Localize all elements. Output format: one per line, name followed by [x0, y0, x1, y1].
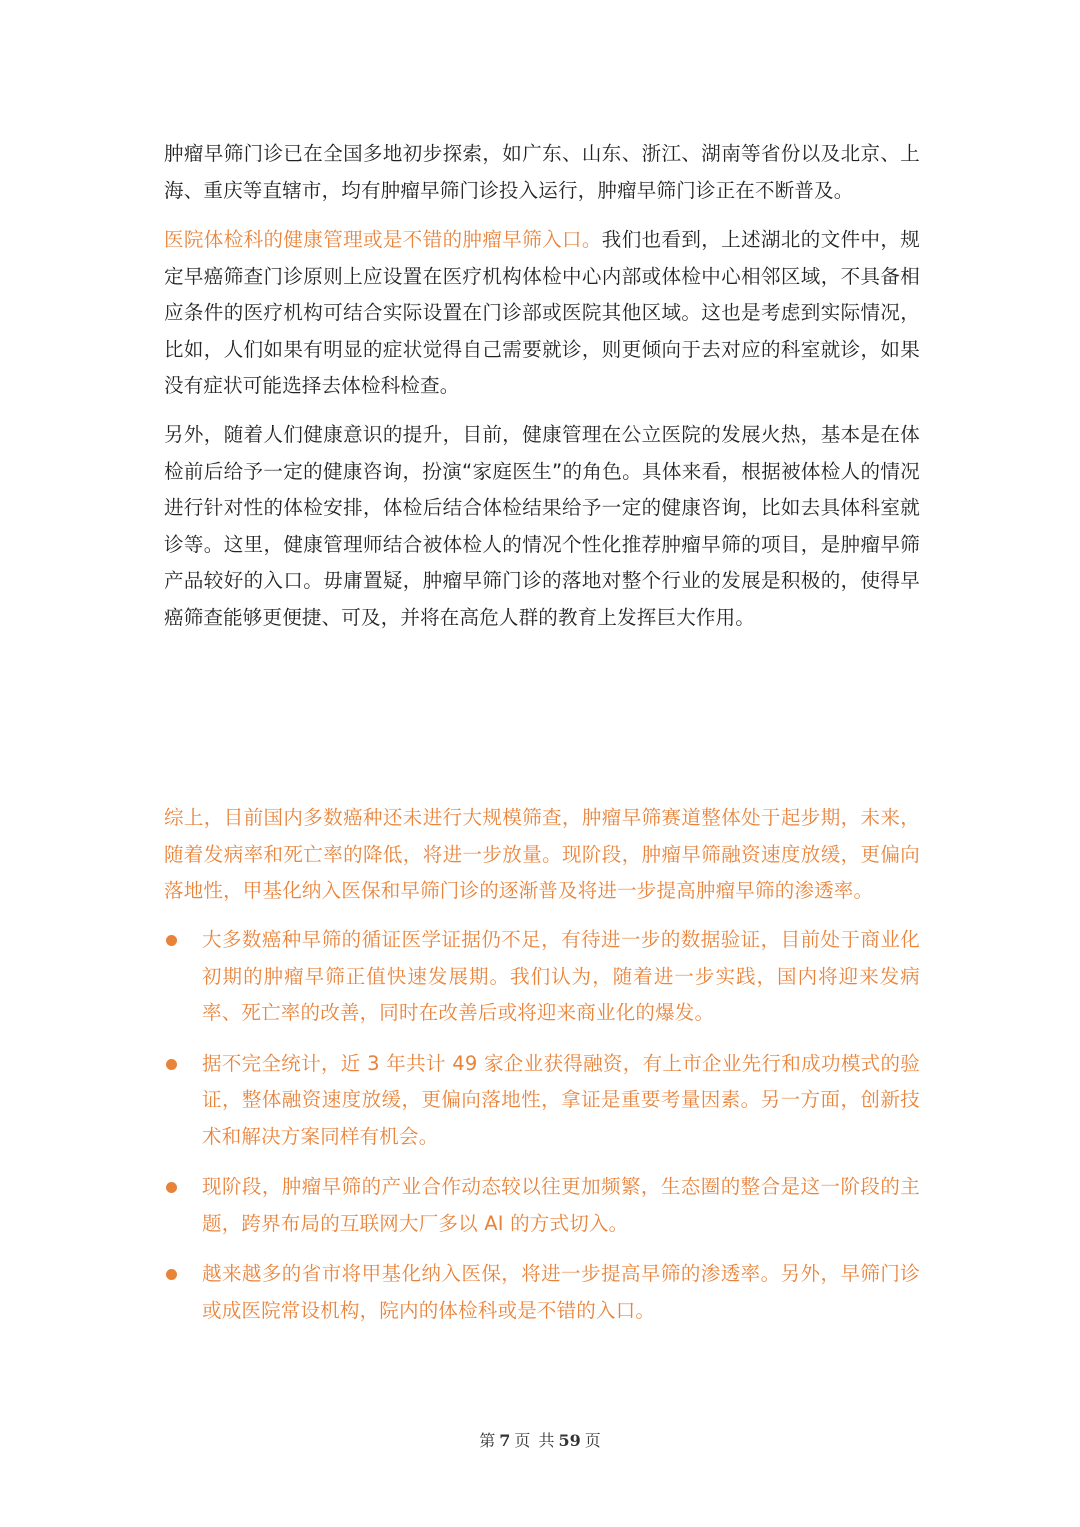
footer-prefix: 第 [479, 1431, 496, 1450]
bullet-dot-icon [166, 1059, 177, 1070]
bullet-dot-icon [166, 935, 177, 946]
bullet-text: 现阶段，肿瘤早筛的产业合作动态较以往更加频繁，生态圈的整合是这一阶段的主题，跨界布局的互联网大厂多以 AI 的方式切入。 [202, 1175, 920, 1235]
bullet-text: 大多数癌种早筛的循证医学证据仍不足，有待进一步的数据验证，目前处于商业化初期的肿瘤早筛正值快速发展期。我们认为，随着进一步实践，国内将迎来发病率、死亡率的改善，同时在改善后或将迎来商业化的爆发。 [202, 928, 920, 1024]
summary-bullet-list [164, 922, 920, 1343]
summary-intro: 综上，目前国内多数癌种还未进行大规模筛查，肿瘤早筛赛道整体处于起步期，未来，随着发病率和死亡率的降低，将进一步放量。现阶段，肿瘤早筛融资速度放缓，更偏向落地性，甲基化纳入医保和早筛门诊的逐渐普及将进一步提高肿瘤早筛的渗透率。 [164, 806, 920, 902]
bullet-text: 越来越多的省市将甲基化纳入医保，将进一步提高早筛的渗透率。另外，早筛门诊或成医院常设机构，院内的体检科或是不错的入口。 [202, 1262, 920, 1322]
footer-total-word: 共 [538, 1431, 555, 1450]
list-item [164, 1046, 920, 1156]
footer-page-word: 页 [514, 1431, 531, 1450]
paragraph-health-management [164, 222, 920, 405]
paragraph-clinic-exploration: 肿瘤早筛门诊已在全国多地初步探索，如广东、山东、浙江、湖南等省份以及北京、上海、重庆等直辖市，均有肿瘤早筛门诊投入运行，肿瘤早筛门诊正在不断普及。 [164, 142, 920, 202]
current-page-number: 7 [499, 1431, 511, 1450]
list-item [164, 1256, 920, 1329]
bullet-dot-icon [166, 1269, 177, 1280]
total-page-number: 59 [558, 1431, 581, 1450]
list-item [164, 1169, 920, 1242]
footer-suffix: 页 [584, 1431, 601, 1450]
bullet-dot-icon [166, 1182, 177, 1193]
page-footer [0, 1428, 1080, 1451]
paragraph-family-doctor: 另外，随着人们健康意识的提升，目前，健康管理在公立医院的发展火热，基本是在体检前后给予一定的健康咨询，扮演“家庭医生”的角色。具体来看，根据被体检人的情况进行针对性的体检安排，体检后结合体检结果给予一定的健康咨询，比如去具体科室就诊等。这里，健康管理师结合被体检人的情况个性化推荐肿瘤早筛的项目，是肿瘤早筛产品较好的入口。毋庸置疑，肿瘤早筛门诊的落地对整个行业的发展是积极的，使得早癌筛查能够更便捷、可及，并将在高危人群的教育上发挥巨大作用。 [164, 423, 920, 629]
highlight-sentence: 医院体检科的健康管理或是不错的肿瘤早筛入口。 [164, 228, 602, 251]
bullet-text: 据不完全统计，近 3 年共计 49 家企业获得融资，有上市企业先行和成功模式的验证，整体融资速度放缓，更偏向落地性，拿证是重要考量因素。另一方面，创新技术和解决方案同样有机会。 [202, 1051, 920, 1148]
list-item [164, 922, 920, 1032]
paragraph-text: 我们也看到，上述湖北的文件中，规定早癌筛查门诊原则上应设置在医疗机构体检中心内部或体检中心相邻区域，不具备相应条件的医疗机构可结合实际设置在门诊部或医院其他区域。这也是考虑到实际情况，比如，人们如果有明显的症状觉得自己需要就诊，则更倾向于去对应的科室就诊，如果没有症状可能选择去体检科检查。 [164, 228, 920, 397]
